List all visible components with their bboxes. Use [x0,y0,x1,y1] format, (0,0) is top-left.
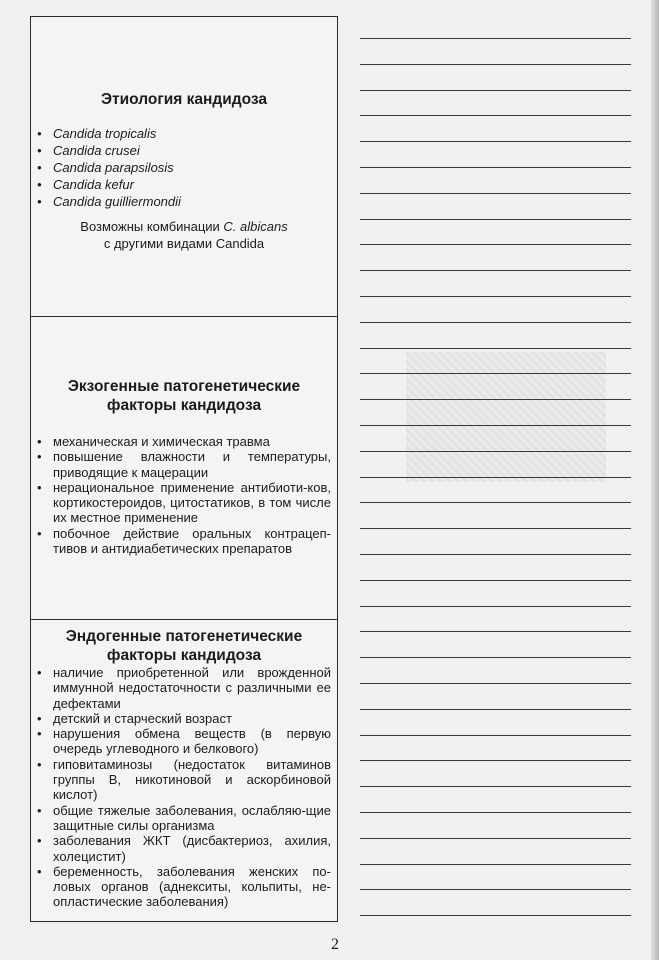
ruled-line [360,193,631,194]
ruled-line [360,657,631,658]
ruled-line [360,64,631,65]
ruled-line [360,219,631,220]
list-item: • Candida guilliermondii [37,194,181,209]
bullet-icon: • [37,160,42,175]
page-number: 2 [331,936,339,953]
bullet-icon: • [37,710,42,726]
bullet-icon: • [37,177,42,192]
etiology-title: Этиология кандидоза [100,91,267,108]
ruled-line [360,838,631,839]
ruled-line [360,606,631,607]
ruled-line [360,348,631,349]
bullet-icon: • [37,126,42,141]
list-item: • заболевания ЖКТ (дисбактериоз, ахилия, холецистит) [37,833,331,864]
ruled-line [360,270,631,271]
ruled-line [360,889,631,890]
endogenous-list [31,665,331,910]
exogenous-title: Экзогенные патогенетические факторы кандидоза [67,378,301,414]
bullet-icon: • [37,756,42,772]
ruled-line [360,38,631,39]
list-item: • нерациональное применение антибиоти-ков, кортикостероидов, цитостатиков, в том числе их местное применение [37,479,331,526]
ruled-line [360,528,631,529]
ruled-line [360,915,631,916]
bullet-icon: • [37,449,42,465]
ruled-line [360,322,631,323]
ruled-line [360,296,631,297]
page-edge [651,0,659,960]
list-item: • побочное действие оральных контрацеп-тивов и антидиабетических препаратов [37,525,331,557]
ruled-line [360,760,631,761]
ruled-line [360,683,631,684]
bullet-icon: • [37,525,42,541]
list-item: • беременность, заболевания женских по-ловых органов (аднекситы, кольпиты, не-опластические заболевания) [37,863,331,910]
combination-note: Возможны комбинации C. albicans с другими видами Candida [80,219,288,251]
list-item: • повышение влажности и температуры, приводящие к мацерации [37,449,331,480]
bullet-icon: • [37,665,42,680]
list-item: • нарушения обмена веществ (в первую очередь углеводного и белкового) [37,726,331,757]
list-item: • детский и старческий возраст [37,710,232,726]
bullet-icon: • [37,143,42,158]
list-item: • Candida crusei [37,143,140,158]
ruled-line [360,786,631,787]
exogenous-section [31,317,337,620]
exogenous-list [31,434,331,556]
ruled-line [360,580,631,581]
bleed-through-image [406,352,606,482]
ruled-line [360,115,631,116]
list-item: • наличие приобретенной или врожденной иммунной недостаточности с различными ее дефектами [37,665,331,711]
ruled-line [360,141,631,142]
bullet-icon: • [37,434,42,449]
ruled-line [360,502,631,503]
ruled-line [360,167,631,168]
endogenous-title: Эндогенные патогенетические факторы кандидоза [65,628,303,664]
bullet-icon: • [37,194,42,209]
ruled-line [360,451,631,452]
ruled-line [360,864,631,865]
bullet-icon: • [37,863,42,879]
bullet-icon: • [37,833,42,849]
list-item: • гиповитаминозы (недостаток витаминов группы В, никотиновой и аскорбиновой кислот) [37,756,331,803]
list-item: • Candida kefur [37,177,134,192]
ruled-line [360,90,631,91]
content-box [30,16,338,922]
list-item: • общие тяжелые заболевания, ослабляю-щие защитные силы организма [37,802,331,833]
bullet-icon: • [37,802,42,818]
list-item: • механическая и химическая травма [37,434,270,449]
bullet-icon: • [37,479,42,495]
etiology-list [31,125,329,210]
ruled-line [360,735,631,736]
ruled-line [360,373,631,374]
notes-column [346,0,659,930]
ruled-line [360,631,631,632]
ruled-line [360,244,631,245]
ruled-line [360,554,631,555]
ruled-line [360,812,631,813]
list-item: • Candida parapsilosis [37,160,174,175]
list-item: • Candida tropicalis [37,126,157,141]
etiology-section [31,17,337,317]
ruled-line [360,399,631,400]
endogenous-section [31,620,337,920]
ruled-line [360,709,631,710]
ruled-line [360,425,631,426]
ruled-line [360,477,631,478]
bullet-icon: • [37,726,42,742]
